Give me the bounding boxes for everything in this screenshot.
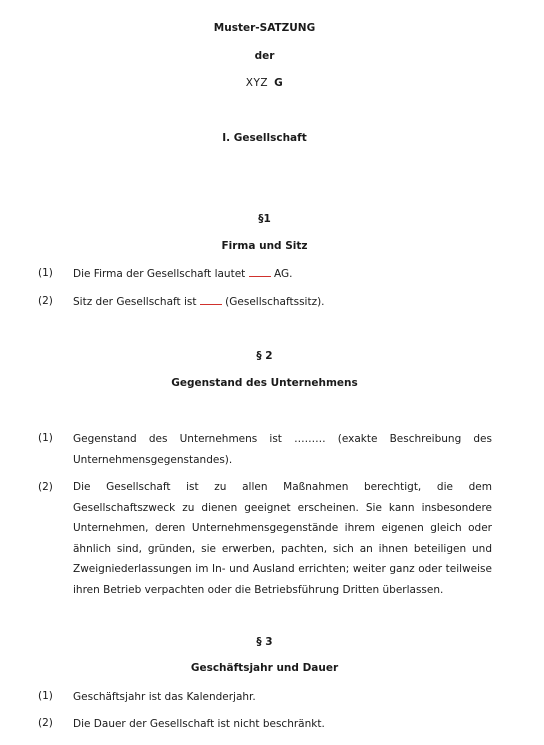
clause-text-before: Die Firma der Gesellschaft lautet	[73, 268, 249, 280]
paragraph-number-3: § 3	[256, 636, 273, 648]
clause-text: Die Dauer der Gesellschaft ist nicht beschränkt.	[73, 718, 325, 730]
clause-text-after: (Gesellschaftssitz).	[221, 296, 325, 308]
clause-number: (1)	[38, 267, 53, 279]
document-title: Muster-SATZUNG	[213, 22, 316, 34]
clause-text	[73, 295, 492, 309]
clause-number: (2)	[38, 717, 53, 729]
clause-text: Geschäftsjahr ist das Kalenderjahr.	[73, 691, 256, 703]
clause-number: (2)	[38, 481, 53, 493]
clause-text: Gegenstand des Unternehmens ist ……… (exakte Beschreibung des Unternehmensgegenstandes).	[73, 433, 492, 466]
document-title-der: der	[254, 50, 275, 62]
paragraph-number-2: § 2	[256, 350, 273, 362]
company-name	[0, 77, 529, 89]
clause-text	[73, 267, 492, 281]
paragraph-heading-1: Firma und Sitz	[221, 240, 308, 252]
fill-in-blank	[200, 295, 222, 305]
clause-number: (1)	[38, 690, 53, 702]
section-heading: I. Gesellschaft	[222, 132, 307, 144]
fill-in-blank	[249, 267, 271, 277]
clause-number: (1)	[38, 432, 53, 444]
paragraph-heading-2: Gegenstand des Unternehmens	[171, 377, 358, 389]
clause-text: Die Gesellschaft ist zu allen Maßnahmen berechtigt, die dem Gesellschaftszweck zu dienen geeignet erscheinen. Sie kann insbesondere Unternehmen, deren Unternehmensgegenstände ihrem eigenen gleich oder ähnlich sind, gründen, sie erwerben, pachten, sich an ihnen beteiligen und Zweigniederlassungen im In- und Ausland errichten; weiter ganz oder teilweise ihren Betrieb verpachten oder die Betriebsführung Dritten überlassen.	[73, 481, 492, 596]
clause-text-after: AG.	[270, 268, 293, 280]
paragraph-number-1: §1	[258, 213, 271, 225]
company-name-suffix: G	[274, 77, 284, 89]
company-name-prefix: XYZ	[245, 77, 269, 89]
clause-text-before: Sitz der Gesellschaft ist	[73, 296, 200, 308]
clause-number: (2)	[38, 295, 53, 307]
paragraph-heading-3: Geschäftsjahr und Dauer	[190, 662, 339, 674]
